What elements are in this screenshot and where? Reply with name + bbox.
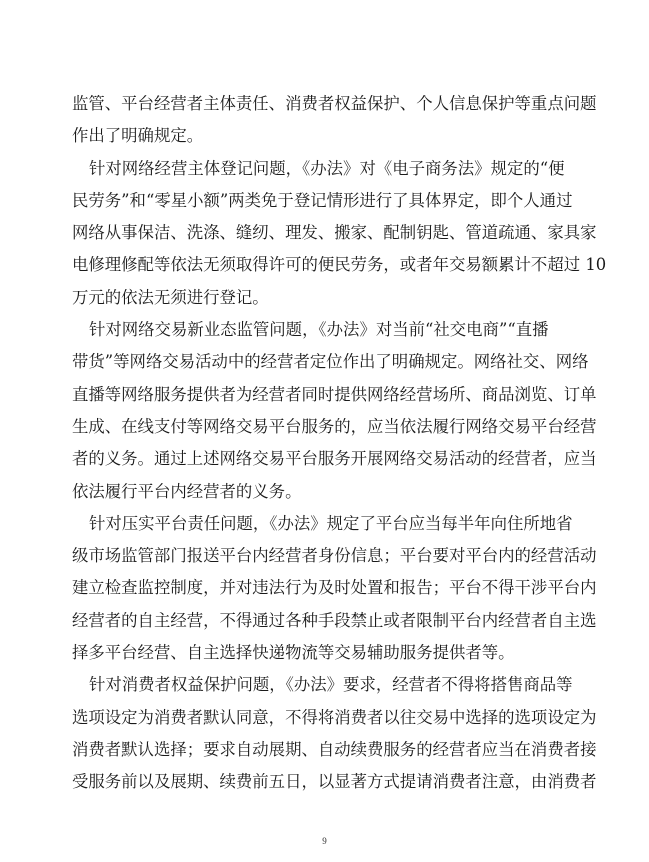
text-line: 电修理修配等依法无须取得许可的便民劳务，或者年交易额累计不超过 10 [72,255,607,275]
text-line: 者的义务。通过上述网络交易平台服务开展网络交易活动的经营者，应当 [72,449,597,469]
text-line: 作出了明确规定。 [72,126,204,146]
paragraph-5 [72,669,597,798]
text-line: 级市场监管部门报送平台内经营者身份信息；平台要对平台内的经营活动 [72,546,597,566]
text-line: 民劳务”和“零星小额”两类免于登记情形进行了具体界定，即个人通过 [72,190,573,210]
text-line: 带货”等网络交易活动中的经营者定位作出了明确规定。网络社交、网络 [72,352,589,372]
text-line: 依法履行平台内经营者的义务。 [72,481,302,501]
page-number: 9 [322,836,327,846]
paragraph-3 [72,314,597,508]
text-line: 针对网络交易新业态监管问题，《办法》对当前“社交电商”“直播 [89,320,549,340]
document-body [72,88,607,799]
text-line: 万元的依法无须进行登记。 [72,287,269,307]
text-line: 网络从事保洁、洗涤、缝纫、理发、搬家、配制钥匙、管道疏通、家具家 [72,223,597,243]
text-line: 受服务前以及展期、续费前五日，以显著方式提请消费者注意，由消费者 [72,772,597,792]
text-line: 针对消费者权益保护问题，《办法》要求，经营者不得将搭售商品等 [89,675,573,695]
text-line: 消费者默认选择；要求自动展期、自动续费服务的经营者应当在消费者接 [72,739,597,759]
text-line: 针对网络经营主体登记问题，《办法》对《电子商务法》规定的“便 [89,158,565,178]
text-line: 监管、平台经营者主体责任、消费者权益保护、个人信息保护等重点问题 [72,94,597,113]
text-line: 生成、在线支付等网络交易平台服务的，应当依法履行网络交易平台经营 [72,416,597,436]
text-line: 选项设定为消费者默认同意，不得将消费者以往交易中选择的选项设定为 [72,707,597,727]
text-line: 针对压实平台责任问题，《办法》规定了平台应当每半年向住所地省 [89,513,573,533]
text-line: 经营者的自主经营，不得通过各种手段禁止或者限制平台内经营者自主选 [72,610,597,630]
paragraph-1 [72,88,597,153]
paragraph-4 [72,508,597,669]
text-line: 建立检查监控制度，并对违法行为及时处置和报告；平台不得干涉平台内 [72,578,597,598]
text-line: 择多平台经营、自主选择快递物流等交易辅助服务提供者等。 [72,643,515,663]
text-line: 直播等网络服务提供者为经营者同时提供网络经营场所、商品浏览、订单 [72,384,597,404]
paragraph-2 [72,153,607,314]
